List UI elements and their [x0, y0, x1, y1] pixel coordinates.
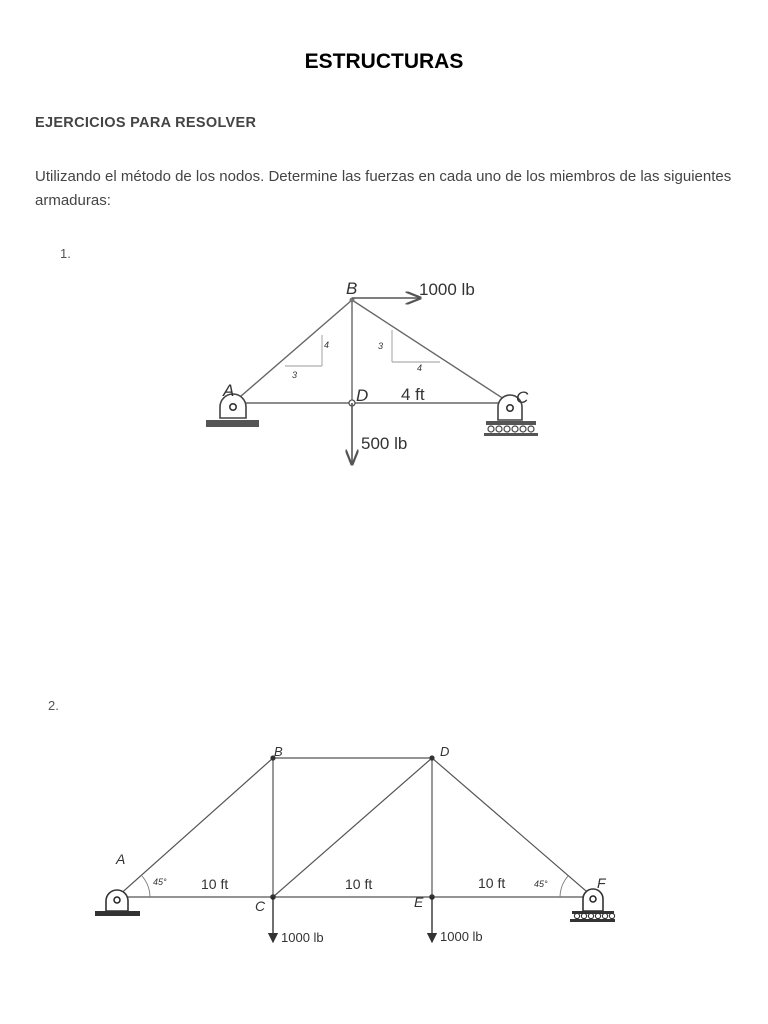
- joint-D: [429, 755, 434, 760]
- span-label-1: 10 ft: [201, 876, 229, 892]
- force-label-horizontal: 1000 lb: [419, 280, 475, 299]
- page-title: ESTRUCTURAS: [304, 50, 464, 73]
- load-label-C: 1000 lb: [281, 930, 324, 945]
- node-label-D: D: [440, 744, 450, 759]
- slope-right-run: 4: [417, 363, 423, 373]
- span-label-2: 10 ft: [345, 876, 373, 892]
- section-heading: EJERCICIOS PARA RESOLVER: [35, 115, 257, 131]
- node-label-E: E: [414, 894, 424, 910]
- node-label-F: F: [597, 875, 606, 891]
- roller-support-F: [570, 889, 615, 922]
- angle-label-F: 45°: [534, 879, 548, 889]
- load-label-E: 1000 lb: [440, 929, 483, 944]
- node-label-C: C: [255, 898, 266, 914]
- force-label-vertical: 500 lb: [361, 434, 408, 453]
- node-label-A: A: [116, 851, 126, 867]
- member-DF: [432, 758, 593, 897]
- angle-label-A: 45°: [153, 877, 167, 887]
- pin-support-A: [95, 890, 140, 916]
- span-label: 4 ft: [401, 385, 425, 404]
- node-label-D: D: [356, 386, 369, 405]
- instructions-text: Utilizando el método de los nodos. Determine las fuerzas en cada uno de los miembros de las siguientes armaduras:: [35, 168, 732, 209]
- slope-left-run: 3: [292, 370, 298, 380]
- slope-right-rise: 3: [378, 341, 384, 351]
- problem-1-number: 1.: [60, 246, 71, 261]
- node-label-B: B: [274, 744, 283, 759]
- angle-arc-A: [142, 876, 150, 897]
- node-label-C: C: [516, 388, 529, 407]
- node-label-A: A: [223, 381, 235, 400]
- member-AB: [117, 758, 273, 897]
- slope-left-rise: 4: [324, 340, 330, 350]
- angle-arc-F: [560, 876, 568, 897]
- problem-2-number: 2.: [48, 698, 59, 713]
- span-label-3: 10 ft: [478, 875, 506, 891]
- node-label-B: B: [346, 279, 358, 298]
